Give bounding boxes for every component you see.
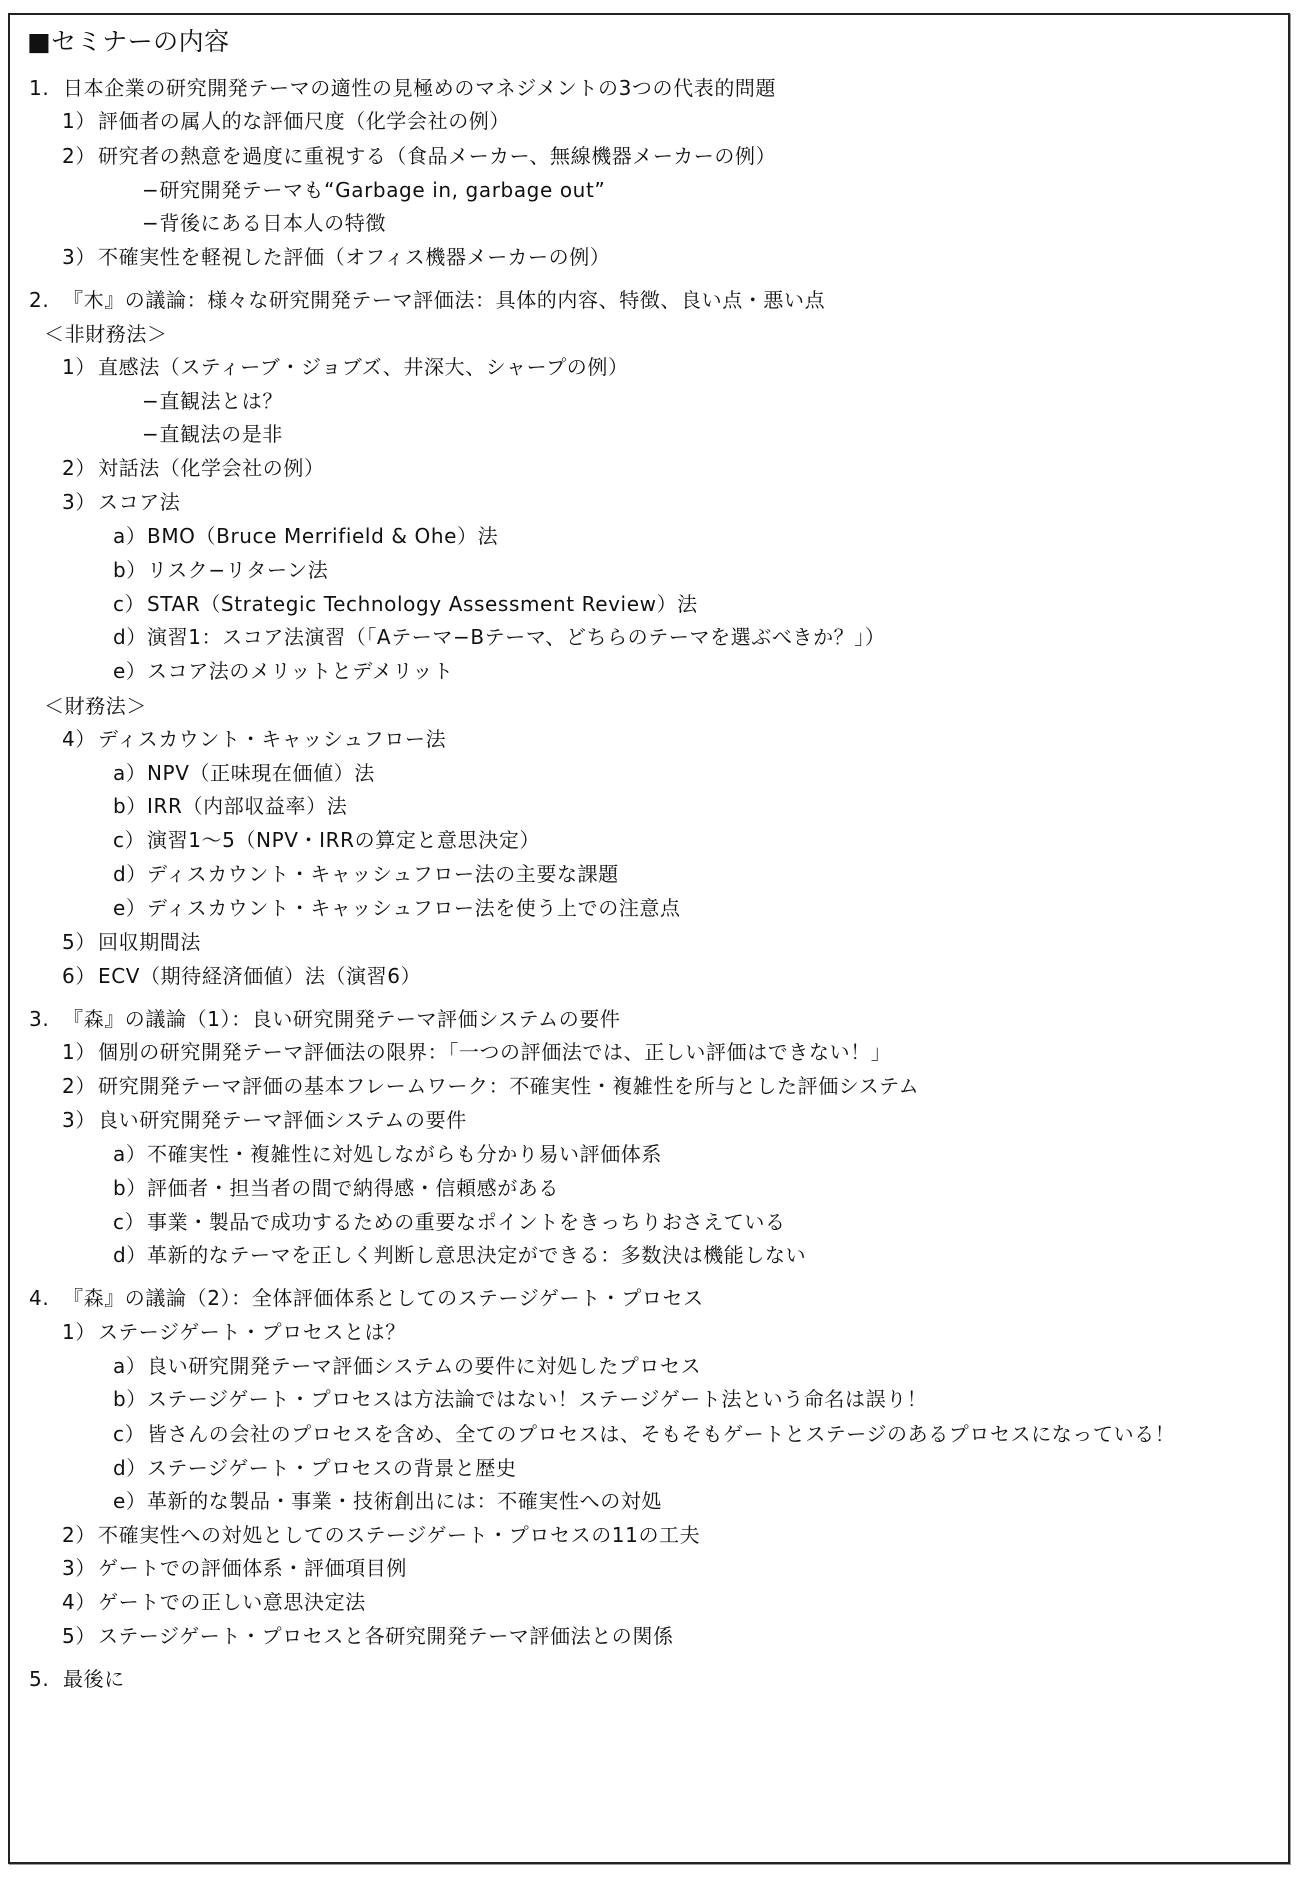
- outline-text: 革新的な製品・事業・技術創出には：不確実性への対処: [147, 1489, 662, 1513]
- outline-text: −直観法の是非: [142, 422, 283, 446]
- list-marker: c）: [113, 1210, 146, 1234]
- outline-subitem: [113, 792, 347, 820]
- outline-text: 良い研究開発テーマ評価システムの要件: [98, 1108, 467, 1132]
- list-marker: d）: [113, 1243, 147, 1267]
- outline-subitem: [113, 1487, 662, 1515]
- outline-text: 不確実性への対処としてのステージゲート・プロセスの11の工夫: [98, 1523, 701, 1547]
- outline-subitem: [113, 759, 375, 787]
- outline-item: [62, 1554, 407, 1582]
- list-marker: e）: [113, 896, 147, 920]
- outline-text: ステージゲート・プロセスとは？: [98, 1320, 406, 1344]
- outline-text: 『森』の議論（2）：全体評価体系としてのステージゲート・プロセス: [63, 1286, 704, 1310]
- outline-text: NPV（正味現在価値）法: [147, 761, 375, 785]
- list-marker: d）: [113, 862, 147, 886]
- list-marker: 2）: [62, 1074, 96, 1098]
- outline-text: 研究開発テーマ評価の基本フレームワーク：不確実性・複雑性を所与とした評価システム: [98, 1074, 920, 1098]
- list-marker: b）: [113, 1387, 147, 1411]
- list-marker: 2）: [62, 144, 96, 168]
- outline-subitem: [113, 1454, 517, 1482]
- outline-text: ディスカウント・キャッシュフロー法: [98, 727, 447, 751]
- outline-text: 評価者の属人的な評価尺度（化学会社の例）: [98, 109, 510, 133]
- outline-section: [29, 74, 776, 102]
- outline-item: [62, 725, 446, 753]
- outline-text: −背後にある日本人の特徴: [142, 211, 386, 235]
- list-marker: 5）: [62, 930, 96, 954]
- outline-text: 評価者・担当者の間で納得感・信頼感がある: [147, 1176, 559, 1200]
- list-marker: e）: [113, 1489, 147, 1513]
- outline-item: [62, 1622, 674, 1650]
- outline-text: ゲートでの正しい意思決定法: [98, 1590, 366, 1614]
- outline-text: ステージゲート・プロセスと各研究開発テーマ評価法との関係: [98, 1624, 674, 1648]
- list-marker: c）: [113, 828, 146, 852]
- list-marker: d）: [113, 1456, 147, 1480]
- outline-subitem: [113, 1241, 806, 1269]
- outline-text: −研究開発テーマも“Garbage in, garbage out”: [142, 178, 606, 202]
- outline-text: ECV（期待経済価値）法（演習6）: [98, 964, 422, 988]
- list-marker: b）: [113, 794, 147, 818]
- outline-text: ステージゲート・プロセスの背景と歴史: [147, 1456, 517, 1480]
- list-marker: 4）: [62, 727, 96, 751]
- outline-item: [62, 488, 180, 516]
- outline-text: −直観法とは？: [142, 389, 283, 413]
- outline-text: 演習1～5（NPV・IRRの算定と意思決定）: [147, 828, 541, 852]
- outline-subitem: [113, 1352, 701, 1380]
- outline-item: [62, 1106, 467, 1134]
- list-marker: 1）: [62, 1320, 96, 1344]
- outline-text: IRR（内部収益率）法: [147, 794, 348, 818]
- list-marker: 5）: [62, 1624, 96, 1648]
- outline-text: 日本企業の研究開発テーマの適性の見極めのマネジメントの3つの代表的問題: [63, 76, 777, 100]
- list-marker: 3）: [62, 245, 96, 269]
- outline-text: 直感法（スティーブ・ジョブズ、井深大、シャープの例）: [98, 355, 629, 379]
- outline-text: 革新的なテーマを正しく判断し意思決定ができる：多数決は機能しない: [147, 1243, 807, 1267]
- list-marker: 4）: [62, 1590, 96, 1614]
- section-title: ■セミナーの内容: [27, 27, 230, 56]
- outline-item: [62, 962, 421, 990]
- list-marker: 1）: [62, 355, 96, 379]
- outline-text: ＜非財務法＞: [44, 322, 168, 346]
- outline-subitem: [113, 522, 498, 550]
- outline-text: 良い研究開発テーマ評価システムの要件に対処したプロセス: [147, 1354, 702, 1378]
- outline-subitem: [113, 1140, 662, 1168]
- outline-text: BMO（Bruce Merrifield & Ohe）法: [147, 524, 499, 548]
- list-marker: 3.: [29, 1007, 50, 1031]
- outline-text: 『森』の議論（1）：良い研究開発テーマ評価システムの要件: [63, 1007, 621, 1031]
- outline-text: 対話法（化学会社の例）: [98, 456, 325, 480]
- outline-section: [29, 1005, 621, 1033]
- outline-text: 最後に: [63, 1667, 125, 1691]
- list-marker: b）: [113, 1176, 147, 1200]
- outline-section: [29, 286, 825, 314]
- list-marker: a）: [113, 1142, 147, 1166]
- outline-section: [29, 1665, 125, 1693]
- outline-item: [62, 142, 776, 170]
- list-marker: c）: [113, 592, 146, 616]
- outline-text: 個別の研究開発テーマ評価法の限界：「一つの評価法では、正しい評価はできない！」: [98, 1040, 892, 1064]
- outline-note: [142, 420, 283, 448]
- outline-subitem: [113, 826, 540, 854]
- outline-group-label: [44, 692, 147, 720]
- outline-text: 不確実性を軽視した評価（オフィス機器メーカーの例）: [98, 245, 611, 269]
- outline-text: ディスカウント・キャッシュフロー法の主要な課題: [147, 862, 619, 886]
- outline-item: [62, 1588, 366, 1616]
- outline-item: [62, 107, 510, 135]
- outline-text: 研究者の熱意を過度に重視する（食品メーカー、無線機器メーカーの例）: [98, 144, 777, 168]
- outline-text: スコア法のメリットとデメリット: [147, 659, 454, 683]
- outline-text: ステージゲート・プロセスは方法論ではない！ステージゲート法という命名は誤り！: [147, 1387, 928, 1411]
- list-marker: 1）: [62, 109, 96, 133]
- list-marker: 5.: [29, 1667, 50, 1691]
- outline-text: 事業・製品で成功するための重要なポイントをきっちりおさえている: [147, 1210, 786, 1234]
- list-marker: 2）: [62, 1523, 96, 1547]
- outline-text: 回収期間法: [98, 930, 201, 954]
- list-marker: 2.: [29, 288, 50, 312]
- outline-subitem: [113, 1174, 559, 1202]
- list-marker: c）: [113, 1422, 146, 1446]
- outline-note: [142, 387, 283, 415]
- outline-item: [62, 1072, 919, 1100]
- outline-text: リスク−リターン法: [147, 558, 329, 582]
- list-marker: b）: [113, 558, 147, 582]
- list-marker: d）: [113, 625, 147, 649]
- outline-text: ＜財務法＞: [44, 694, 147, 718]
- outline-subitem: [113, 657, 454, 685]
- list-marker: 2）: [62, 456, 96, 480]
- outline-subitem: [113, 1420, 1175, 1448]
- outline-item: [62, 1521, 700, 1549]
- outline-text: STAR（Strategic Technology Assessment Review）法: [147, 592, 698, 616]
- list-marker: 3）: [62, 490, 96, 514]
- outline-note: [142, 209, 386, 237]
- outline-item: [62, 243, 610, 271]
- outline-note: [142, 176, 605, 204]
- list-marker: 1.: [29, 76, 50, 100]
- outline-group-label: [44, 320, 168, 348]
- outline-subitem: [113, 1208, 786, 1236]
- outline-text: 『木』の議論：様々な研究開発テーマ評価法：具体的内容、特徴、良い点・悪い点: [63, 288, 826, 312]
- outline-item: [62, 353, 629, 381]
- list-marker: 3）: [62, 1556, 96, 1580]
- outline-subitem: [113, 590, 698, 618]
- outline-text: スコア法: [98, 490, 181, 514]
- outline-text: 不確実性・複雑性に対処しながらも分かり易い評価体系: [147, 1142, 662, 1166]
- list-marker: 3）: [62, 1108, 96, 1132]
- outline-item: [62, 454, 325, 482]
- outline-text: ゲートでの評価体系・評価項目例: [98, 1556, 407, 1580]
- outline-item: [62, 928, 201, 956]
- outline-subitem: [113, 860, 619, 888]
- list-marker: 4.: [29, 1286, 50, 1310]
- outline-item: [62, 1318, 406, 1346]
- list-marker: a）: [113, 761, 147, 785]
- list-marker: 6）: [62, 964, 96, 988]
- outline-item: [62, 1038, 891, 1066]
- list-marker: a）: [113, 524, 147, 548]
- list-marker: a）: [113, 1354, 147, 1378]
- outline-subitem: [113, 1385, 927, 1413]
- outline-subitem: [113, 623, 885, 651]
- outline-subitem: [113, 556, 328, 584]
- list-marker: 1）: [62, 1040, 96, 1064]
- outline-subitem: [113, 894, 681, 922]
- outline-text: ディスカウント・キャッシュフロー法を使う上での注意点: [147, 896, 681, 920]
- outline-text: 演習1：スコア法演習（「Aテーマ−Bテーマ、どちらのテーマを選ぶべきか？」）: [147, 625, 886, 649]
- list-marker: e）: [113, 659, 147, 683]
- outline-text: 皆さんの会社のプロセスを含め、全てのプロセスは、そもそもゲートとステージのあるプロセスになっている！: [147, 1422, 1176, 1446]
- outline-section: [29, 1284, 704, 1312]
